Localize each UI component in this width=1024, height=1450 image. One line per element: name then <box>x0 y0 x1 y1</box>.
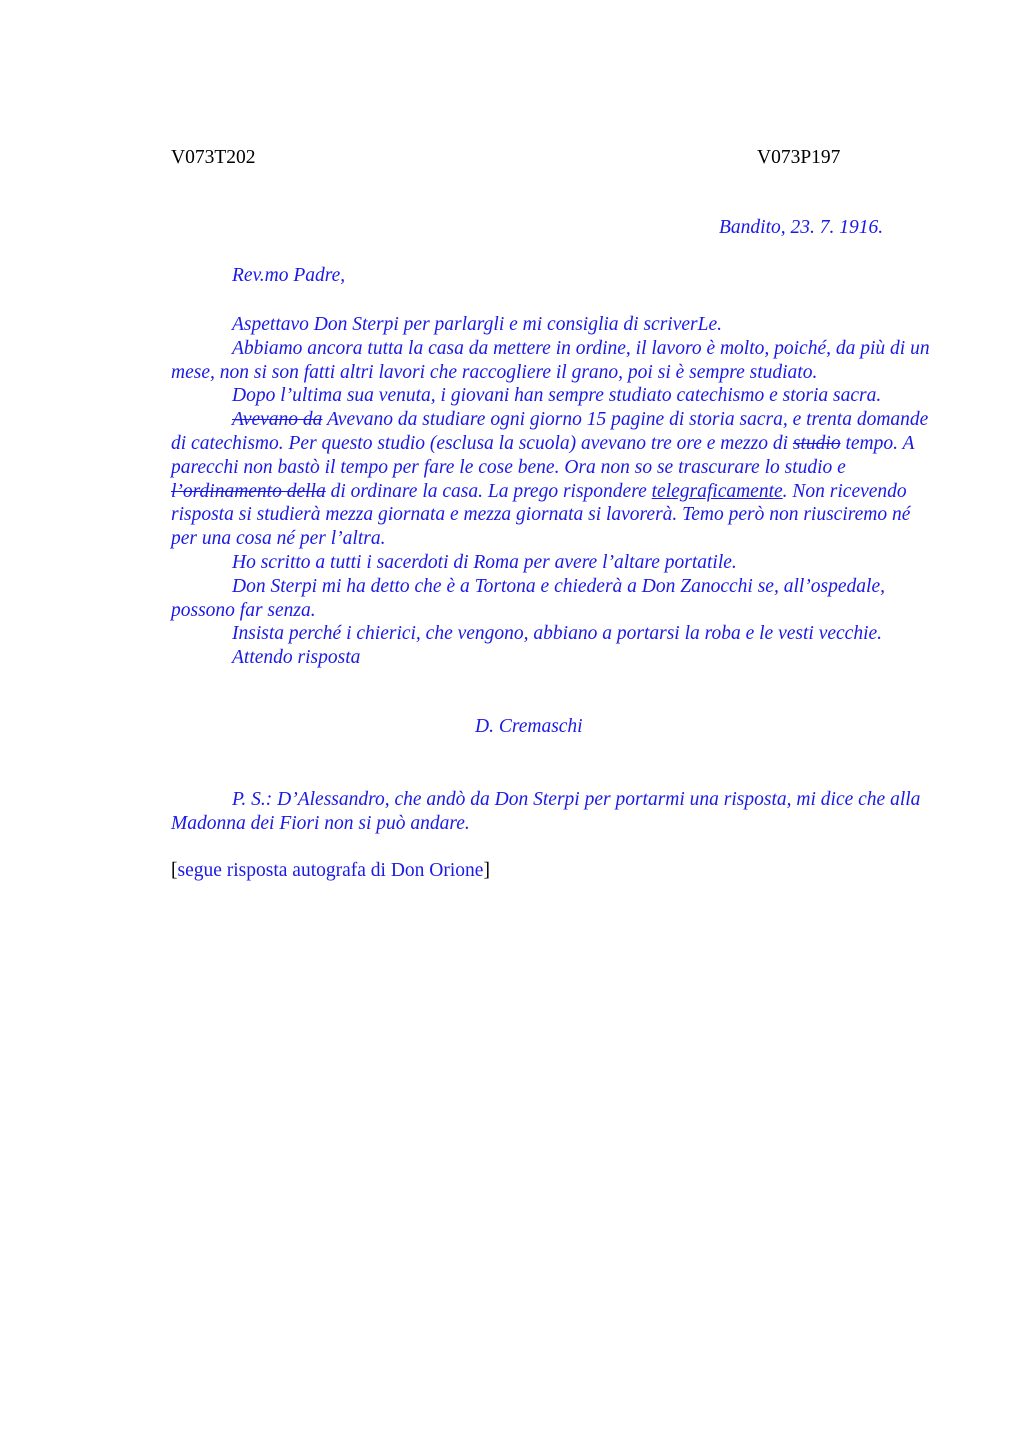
paragraph-text: . Non ricevendo risposta si studierà mezza giornata e mezza giornata si lavorerà. Temo però non riusciremo né per una cosa né per l’altra. <box>171 480 911 550</box>
letter-body <box>171 313 931 670</box>
struck-text: studio <box>792 432 841 454</box>
paragraph-text: tempo. A parecchi non bastò il tempo per fare le cose bene. Ora non so se trascurare lo studio e <box>171 432 915 478</box>
editorial-note <box>171 859 490 883</box>
paragraph-text: di ordinare la casa. La prego rispondere <box>325 480 652 502</box>
struck-text: l’ordinamento della <box>171 480 326 502</box>
letter-paragraph <box>171 408 931 551</box>
letter-paragraph: Dopo l’ultima sua venuta, i giovani han sempre studiato catechismo e storia sacra. <box>232 385 882 407</box>
letter-signature: D. Cremaschi <box>475 716 583 737</box>
letter-date: Bandito, 23. 7. 1916. <box>719 217 884 238</box>
note-text: segue risposta autografa di Don Orione <box>177 860 484 881</box>
letter-salutation: Rev.mo Padre, <box>232 265 346 286</box>
postscript-text: P. S.: D’Alessandro, che andò da Don Sterpi per portarmi una risposta, mi dice che alla Madonna dei Fiori non si può andare. <box>171 789 921 834</box>
letter-paragraph: Insista perché i chierici, che vengono, abbiano a portarsi la roba e le vesti vecchie. <box>232 623 883 645</box>
letter-paragraph: Attendo risposta <box>232 647 361 669</box>
note-bracket-open: [ <box>171 860 178 881</box>
underlined-text: telegraficamente <box>651 480 783 502</box>
document-code-left: V073T202 <box>171 147 256 168</box>
note-bracket-close: ] <box>483 860 490 881</box>
letter-paragraph: Abbiamo ancora tutta la casa da mettere in ordine, il lavoro è molto, poiché, da più di un mese, non si son fatti altri lavori che raccogliere il grano, poi si è sempre studiato. <box>171 337 930 383</box>
paragraph-text: Avevano da studiare ogni giorno 15 pagine di storia sacra, e trenta domande di catechismo. Per questo studio (esclusa la scuola) avevano tre ore e mezzo di <box>171 409 929 454</box>
letter-postscript <box>171 788 931 836</box>
struck-text: Avevano da <box>232 409 323 431</box>
letter-paragraph: Aspettavo Don Sterpi per parlargli e mi consiglia di scriverLe. <box>232 314 722 335</box>
letter-paragraph: Ho scritto a tutti i sacerdoti di Roma per avere l’altare portatile. <box>232 551 737 573</box>
document-code-right: V073P197 <box>757 147 841 168</box>
letter-paragraph: Don Sterpi mi ha detto che è a Tortona e chiederà a Don Zanocchi se, all’ospedale, possono far senza. <box>171 575 885 621</box>
